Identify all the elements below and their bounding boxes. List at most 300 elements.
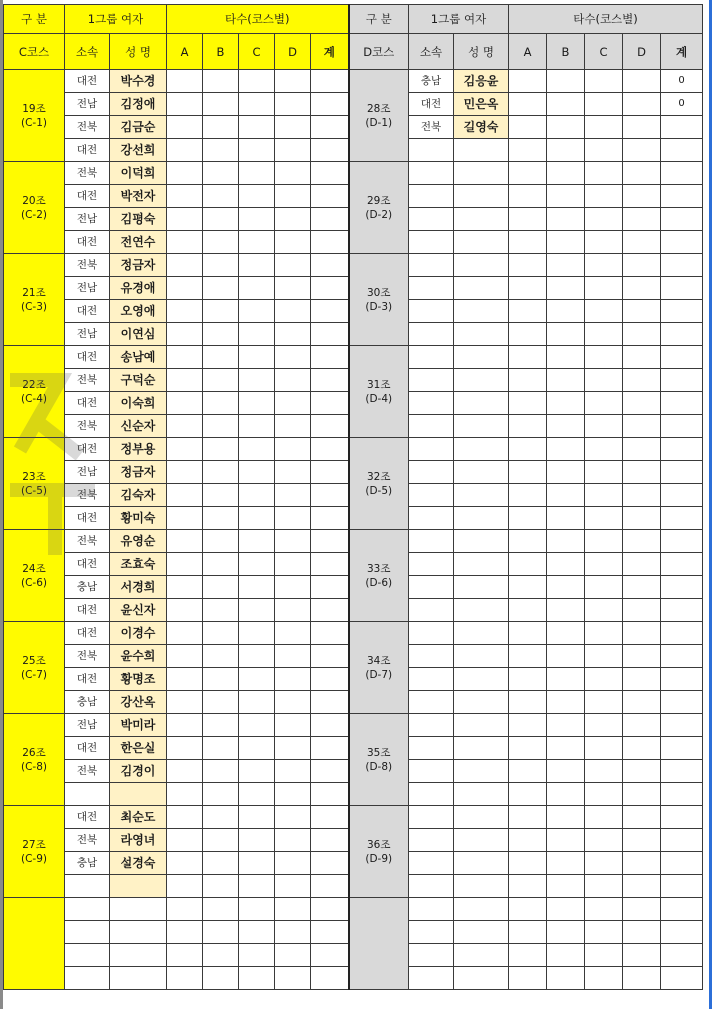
score-total-cell xyxy=(661,323,703,346)
player-name xyxy=(454,875,509,898)
score-total-cell xyxy=(661,760,703,783)
score-cell-b xyxy=(547,553,585,576)
score-cell-b xyxy=(203,300,239,323)
score-total-cell xyxy=(661,231,703,254)
score-total-cell xyxy=(311,668,349,691)
player-name: 정금자 xyxy=(110,254,167,277)
player-affiliation xyxy=(409,139,454,162)
score-cell xyxy=(275,944,311,967)
score-cell-b xyxy=(203,139,239,162)
window-right-border xyxy=(709,0,712,1009)
score-cell-b xyxy=(547,300,585,323)
score-cell-a xyxy=(509,668,547,691)
player-affiliation xyxy=(409,852,454,875)
score-cell-d xyxy=(275,369,311,392)
score-cell-d xyxy=(623,323,661,346)
score-cell-d xyxy=(275,553,311,576)
score-cell-c xyxy=(239,461,275,484)
score-cell-c xyxy=(239,300,275,323)
player-affiliation xyxy=(409,346,454,369)
score-total-cell xyxy=(311,507,349,530)
score-cell-b xyxy=(203,576,239,599)
score-cell-c xyxy=(239,369,275,392)
score-cell-c xyxy=(239,162,275,185)
player-name: 김정애 xyxy=(110,93,167,116)
score-cell-d xyxy=(275,576,311,599)
player-affiliation: 대전 xyxy=(65,622,110,645)
player-affiliation xyxy=(65,944,110,967)
score-cell-d xyxy=(275,622,311,645)
player-affiliation: 전북 xyxy=(65,369,110,392)
score-cell-b xyxy=(547,139,585,162)
score-cell xyxy=(167,921,203,944)
score-cell xyxy=(203,944,239,967)
player-name: 길영숙 xyxy=(454,116,509,139)
score-cell xyxy=(585,967,623,990)
score-total-cell xyxy=(311,323,349,346)
group-number: 26조 xyxy=(22,746,46,759)
player-name: 박전자 xyxy=(110,185,167,208)
score-cell xyxy=(509,921,547,944)
table-row xyxy=(4,254,703,277)
score-total-cell xyxy=(311,829,349,852)
score-cell-c xyxy=(585,714,623,737)
group-course-code: (D-6) xyxy=(365,576,393,589)
group-number: 32조 xyxy=(366,470,391,483)
score-total-cell xyxy=(661,806,703,829)
group-course-code: (D-1) xyxy=(365,116,393,129)
player-name: 서경희 xyxy=(110,576,167,599)
score-cell-c xyxy=(585,507,623,530)
score-total-cell xyxy=(661,507,703,530)
score-cell-c xyxy=(585,277,623,300)
score-cell-a xyxy=(167,277,203,300)
group-number: 22조 xyxy=(22,378,46,391)
player-name: 민은옥 xyxy=(454,93,509,116)
header-course-right: D코스 xyxy=(349,34,409,70)
score-cell-c xyxy=(585,599,623,622)
score-total-cell xyxy=(661,875,703,898)
player-affiliation xyxy=(409,576,454,599)
score-cell-b xyxy=(547,760,585,783)
score-cell-c xyxy=(585,346,623,369)
score-cell-a xyxy=(509,576,547,599)
score-cell-c xyxy=(239,760,275,783)
score-cell-c xyxy=(239,438,275,461)
score-cell-a xyxy=(167,208,203,231)
group-number: 28조 xyxy=(366,102,391,115)
score-cell-c xyxy=(239,231,275,254)
group-number: 30조 xyxy=(366,286,391,299)
score-cell-b xyxy=(547,783,585,806)
group-number: 20조 xyxy=(22,194,46,207)
player-affiliation xyxy=(409,369,454,392)
score-cell-d xyxy=(275,116,311,139)
score-cell-a xyxy=(509,737,547,760)
score-total-cell xyxy=(661,668,703,691)
group-label-right xyxy=(349,806,409,898)
player-name xyxy=(454,484,509,507)
score-cell-c xyxy=(585,668,623,691)
score-cell-a xyxy=(167,93,203,116)
score-cell-c xyxy=(239,645,275,668)
player-name: 유경애 xyxy=(110,277,167,300)
group-label-right xyxy=(349,438,409,530)
player-name: 이숙희 xyxy=(110,392,167,415)
score-cell-c xyxy=(239,93,275,116)
player-affiliation xyxy=(409,415,454,438)
score-total-cell xyxy=(311,277,349,300)
group-number: 35조 xyxy=(366,746,391,759)
player-name xyxy=(110,921,167,944)
score-cell-d xyxy=(275,208,311,231)
score-cell-a xyxy=(509,645,547,668)
score-cell-a xyxy=(167,507,203,530)
score-cell-b xyxy=(547,461,585,484)
player-affiliation xyxy=(409,967,454,990)
player-affiliation: 전북 xyxy=(65,162,110,185)
score-cell-c xyxy=(585,576,623,599)
player-name xyxy=(454,714,509,737)
player-affiliation xyxy=(65,967,110,990)
player-affiliation xyxy=(409,714,454,737)
player-name xyxy=(454,783,509,806)
score-cell-a xyxy=(167,231,203,254)
header-col-d-right: D xyxy=(623,34,661,70)
score-cell xyxy=(509,944,547,967)
score-total-cell xyxy=(661,369,703,392)
group-number: 27조 xyxy=(22,838,46,851)
score-cell-b xyxy=(203,691,239,714)
score-cell-a xyxy=(509,438,547,461)
player-affiliation xyxy=(409,668,454,691)
score-cell-d xyxy=(623,530,661,553)
score-cell-b xyxy=(547,254,585,277)
player-affiliation: 대전 xyxy=(65,70,110,93)
score-cell-d xyxy=(275,70,311,93)
player-affiliation: 전남 xyxy=(65,208,110,231)
score-cell-b xyxy=(547,369,585,392)
player-name xyxy=(454,668,509,691)
player-affiliation xyxy=(409,944,454,967)
score-cell xyxy=(275,921,311,944)
score-cell-b xyxy=(203,208,239,231)
score-cell-c xyxy=(239,530,275,553)
group-label-right xyxy=(349,530,409,622)
score-cell-d xyxy=(275,645,311,668)
player-name xyxy=(454,553,509,576)
score-cell-a xyxy=(167,806,203,829)
score-cell xyxy=(509,898,547,921)
player-name xyxy=(454,254,509,277)
score-cell-c xyxy=(239,783,275,806)
player-affiliation: 전남 xyxy=(65,461,110,484)
score-cell-a xyxy=(167,254,203,277)
player-name xyxy=(454,461,509,484)
score-cell-c xyxy=(239,576,275,599)
player-name: 황미숙 xyxy=(110,507,167,530)
player-name: 이덕희 xyxy=(110,162,167,185)
group-number: 24조 xyxy=(22,562,46,575)
score-total-cell xyxy=(661,852,703,875)
player-affiliation xyxy=(409,737,454,760)
score-cell-a xyxy=(167,162,203,185)
header-gubun-left: 구 분 xyxy=(4,5,65,34)
score-total-cell xyxy=(661,277,703,300)
score-cell-b xyxy=(547,668,585,691)
score-cell-a xyxy=(509,806,547,829)
player-affiliation xyxy=(65,898,110,921)
player-name: 황명조 xyxy=(110,668,167,691)
score-cell-c xyxy=(585,645,623,668)
score-total-cell xyxy=(661,829,703,852)
score-total-cell xyxy=(311,369,349,392)
score-total-cell xyxy=(311,576,349,599)
header-col-a-right: A xyxy=(509,34,547,70)
score-cell-b xyxy=(547,392,585,415)
score-cell-b xyxy=(547,806,585,829)
score-total-cell xyxy=(311,438,349,461)
group-number: 36조 xyxy=(366,838,391,851)
group-course-code: (C-2) xyxy=(21,208,47,221)
score-cell-c xyxy=(585,162,623,185)
score-cell-b xyxy=(203,438,239,461)
player-affiliation xyxy=(409,760,454,783)
score-cell-c xyxy=(585,622,623,645)
score-cell xyxy=(239,967,275,990)
player-name xyxy=(454,162,509,185)
score-cell-a xyxy=(509,346,547,369)
player-affiliation xyxy=(409,691,454,714)
score-cell-d xyxy=(623,829,661,852)
score-cell-c xyxy=(585,369,623,392)
group-label-left xyxy=(4,162,65,254)
header-group-right: 1그룹 여자 xyxy=(409,5,509,34)
score-total-cell xyxy=(661,484,703,507)
player-name xyxy=(454,944,509,967)
player-name xyxy=(454,576,509,599)
score-cell-b xyxy=(203,760,239,783)
player-affiliation xyxy=(409,277,454,300)
score-cell-a xyxy=(167,668,203,691)
player-affiliation: 대전 xyxy=(65,438,110,461)
score-cell-d xyxy=(275,461,311,484)
player-affiliation xyxy=(409,829,454,852)
group-label-left xyxy=(4,254,65,346)
score-cell-a xyxy=(167,737,203,760)
score-cell-c xyxy=(239,208,275,231)
score-cell-d xyxy=(623,875,661,898)
score-cell-c xyxy=(585,208,623,231)
score-total-cell xyxy=(311,484,349,507)
score-cell-d xyxy=(623,116,661,139)
score-sheet-table xyxy=(3,4,703,990)
score-total-cell xyxy=(311,714,349,737)
score-cell-a xyxy=(509,599,547,622)
group-course-code: (D-2) xyxy=(365,208,393,221)
score-cell-d xyxy=(623,185,661,208)
player-name: 정금자 xyxy=(110,461,167,484)
player-name xyxy=(454,415,509,438)
score-cell xyxy=(661,921,703,944)
score-cell xyxy=(311,898,349,921)
score-cell-c xyxy=(239,139,275,162)
score-cell-d xyxy=(623,691,661,714)
score-cell xyxy=(167,967,203,990)
score-cell-d xyxy=(623,622,661,645)
score-cell-d xyxy=(623,346,661,369)
score-cell-a xyxy=(167,300,203,323)
score-total-cell xyxy=(661,622,703,645)
player-affiliation xyxy=(409,254,454,277)
score-cell-d xyxy=(623,576,661,599)
score-total-cell xyxy=(661,300,703,323)
header-strokes-left: 타수(코스별) xyxy=(167,5,349,34)
score-cell-d xyxy=(623,415,661,438)
score-cell-b xyxy=(203,622,239,645)
score-total-cell xyxy=(311,300,349,323)
score-cell-a xyxy=(509,300,547,323)
score-cell-a xyxy=(167,185,203,208)
score-cell-a xyxy=(509,852,547,875)
score-cell-a xyxy=(509,277,547,300)
score-cell-a xyxy=(509,231,547,254)
group-course-code: (C-6) xyxy=(21,576,47,589)
score-cell-a xyxy=(509,369,547,392)
score-total-cell xyxy=(311,231,349,254)
score-cell-b xyxy=(547,852,585,875)
player-affiliation: 전북 xyxy=(65,760,110,783)
score-cell-b xyxy=(547,277,585,300)
player-affiliation: 대전 xyxy=(65,300,110,323)
score-cell-c xyxy=(239,254,275,277)
score-cell-b xyxy=(547,415,585,438)
player-name: 송남예 xyxy=(110,346,167,369)
score-cell-a xyxy=(167,392,203,415)
score-cell-d xyxy=(275,829,311,852)
score-cell xyxy=(311,967,349,990)
player-affiliation: 전북 xyxy=(65,254,110,277)
player-name: 조효숙 xyxy=(110,553,167,576)
player-affiliation xyxy=(409,438,454,461)
score-cell xyxy=(623,944,661,967)
score-total-cell xyxy=(661,691,703,714)
score-cell-c xyxy=(585,691,623,714)
score-cell xyxy=(623,967,661,990)
score-cell-c xyxy=(239,668,275,691)
score-cell-c xyxy=(239,185,275,208)
score-cell xyxy=(661,967,703,990)
group-course-code: (D-8) xyxy=(365,760,393,773)
score-cell-d xyxy=(275,139,311,162)
player-name: 이경수 xyxy=(110,622,167,645)
player-name xyxy=(454,829,509,852)
score-cell-b xyxy=(547,346,585,369)
group-course-code: (C-7) xyxy=(21,668,47,681)
player-affiliation xyxy=(409,162,454,185)
group-course-code: (D-4) xyxy=(365,392,393,405)
table-row xyxy=(4,714,703,737)
player-name xyxy=(454,806,509,829)
group-course-code: (C-5) xyxy=(21,484,47,497)
score-total-cell xyxy=(311,461,349,484)
score-cell-c xyxy=(239,346,275,369)
score-cell-c xyxy=(585,116,623,139)
score-cell xyxy=(623,921,661,944)
player-name xyxy=(454,599,509,622)
score-cell-b xyxy=(203,415,239,438)
score-cell-c xyxy=(239,484,275,507)
player-name xyxy=(110,967,167,990)
score-cell-d xyxy=(623,139,661,162)
score-cell-c xyxy=(239,599,275,622)
player-affiliation xyxy=(409,507,454,530)
score-cell-d xyxy=(275,162,311,185)
score-cell-b xyxy=(547,231,585,254)
group-label-left xyxy=(4,438,65,530)
score-cell-d xyxy=(623,507,661,530)
header-affiliation-right: 소속 xyxy=(409,34,454,70)
player-affiliation: 대전 xyxy=(65,806,110,829)
player-name xyxy=(454,507,509,530)
score-cell-c xyxy=(585,392,623,415)
score-cell-b xyxy=(203,599,239,622)
player-name xyxy=(454,346,509,369)
score-cell-b xyxy=(203,461,239,484)
score-cell xyxy=(239,921,275,944)
score-total-cell xyxy=(311,162,349,185)
score-cell xyxy=(203,967,239,990)
group-label-right xyxy=(349,162,409,254)
table-row xyxy=(4,70,703,93)
player-name: 박미라 xyxy=(110,714,167,737)
score-total-cell xyxy=(311,691,349,714)
score-cell-a xyxy=(509,760,547,783)
score-cell-b xyxy=(203,668,239,691)
group-course-code: (C-3) xyxy=(21,300,47,313)
score-cell-b xyxy=(547,208,585,231)
score-cell-b xyxy=(203,484,239,507)
player-name: 설경숙 xyxy=(110,852,167,875)
score-cell-a xyxy=(167,829,203,852)
player-name: 윤수희 xyxy=(110,645,167,668)
score-cell-c xyxy=(239,806,275,829)
score-cell-d xyxy=(623,783,661,806)
group-label-left xyxy=(4,530,65,622)
score-cell-a xyxy=(167,116,203,139)
score-cell-c xyxy=(585,806,623,829)
group-number: 19조 xyxy=(22,102,46,115)
score-cell xyxy=(661,944,703,967)
header-col-d-left: D xyxy=(275,34,311,70)
score-cell-a xyxy=(167,714,203,737)
score-total-cell xyxy=(311,783,349,806)
group-course-code: (C-8) xyxy=(21,760,47,773)
player-affiliation: 전북 xyxy=(65,415,110,438)
score-total-cell xyxy=(661,139,703,162)
score-cell-d xyxy=(623,806,661,829)
score-cell-a xyxy=(509,139,547,162)
score-total-cell xyxy=(311,116,349,139)
player-name xyxy=(110,944,167,967)
score-total-cell xyxy=(661,116,703,139)
player-affiliation: 전남 xyxy=(65,277,110,300)
score-cell-a xyxy=(167,461,203,484)
score-cell-b xyxy=(203,70,239,93)
score-cell-a xyxy=(509,530,547,553)
score-cell-c xyxy=(585,461,623,484)
player-affiliation xyxy=(409,461,454,484)
